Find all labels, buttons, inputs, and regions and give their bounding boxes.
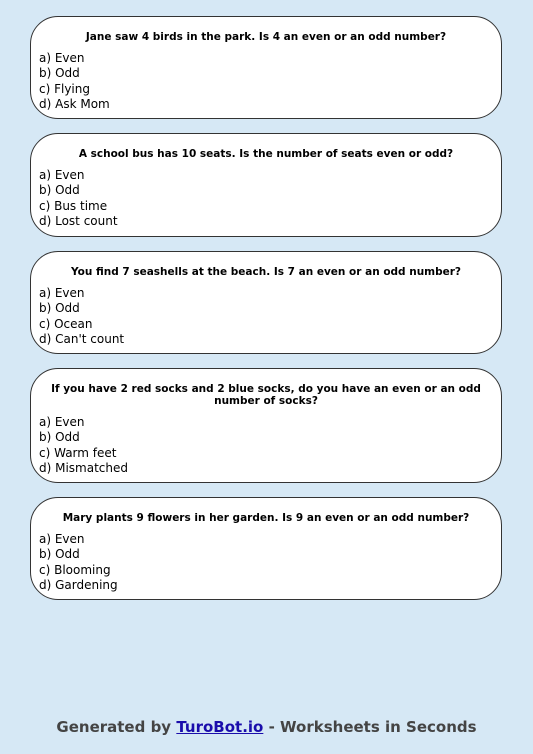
question-card-2: [30, 133, 502, 237]
footer: [0, 718, 533, 736]
answer-option-c: c) Warm feet: [39, 445, 117, 460]
question-card-5: [30, 497, 502, 600]
question-card-1: [30, 16, 502, 119]
turobot-link[interactable]: TuroBot.io: [176, 718, 264, 736]
answer-option-a: a) Even: [39, 415, 85, 429]
answer-option-a: a) Even: [39, 168, 85, 182]
answer-option-b: b) Odd: [39, 547, 80, 562]
answer-option-b: b) Odd: [39, 66, 80, 81]
answer-option-c: c) Bus time: [39, 198, 108, 213]
question-text: Mary plants 9 flowers in her garden. Is 9 an even or an odd number?: [62, 512, 470, 524]
answer-option-a: a) Even: [39, 532, 85, 546]
answer-option-c: c) Ocean: [39, 316, 93, 331]
question-text: Jane saw 4 birds in the park. Is 4 an even or an odd number?: [85, 31, 447, 43]
answer-option-d: d) Lost count: [39, 213, 118, 228]
answer-option-d: d) Can't count: [39, 331, 125, 346]
answer-option-d: d) Mismatched: [39, 460, 129, 475]
question-text: A school bus has 10 seats. Is the number of seats even or odd?: [78, 148, 454, 160]
answer-option-b: b) Odd: [39, 430, 80, 445]
question-text: You find 7 seashells at the beach. Is 7 an even or an odd number?: [70, 266, 462, 278]
answer-option-a: a) Even: [39, 51, 85, 65]
answer-option-a: a) Even: [39, 286, 85, 300]
answer-option-b: b) Odd: [39, 183, 80, 198]
answer-option-d: d) Ask Mom: [39, 96, 110, 111]
answer-option-c: c) Flying: [39, 81, 90, 96]
question-card-4: [30, 368, 502, 483]
footer-prefix: Generated by: [56, 718, 172, 736]
question-text: If you have 2 red socks and 2 blue socks, do you have an even or an odd number of socks?: [51, 383, 481, 407]
footer-suffix: - Worksheets in Seconds: [268, 718, 477, 736]
question-card-3: [30, 251, 502, 354]
answer-option-c: c) Blooming: [39, 562, 111, 577]
answer-option-d: d) Gardening: [39, 577, 118, 592]
answer-option-b: b) Odd: [39, 301, 80, 316]
